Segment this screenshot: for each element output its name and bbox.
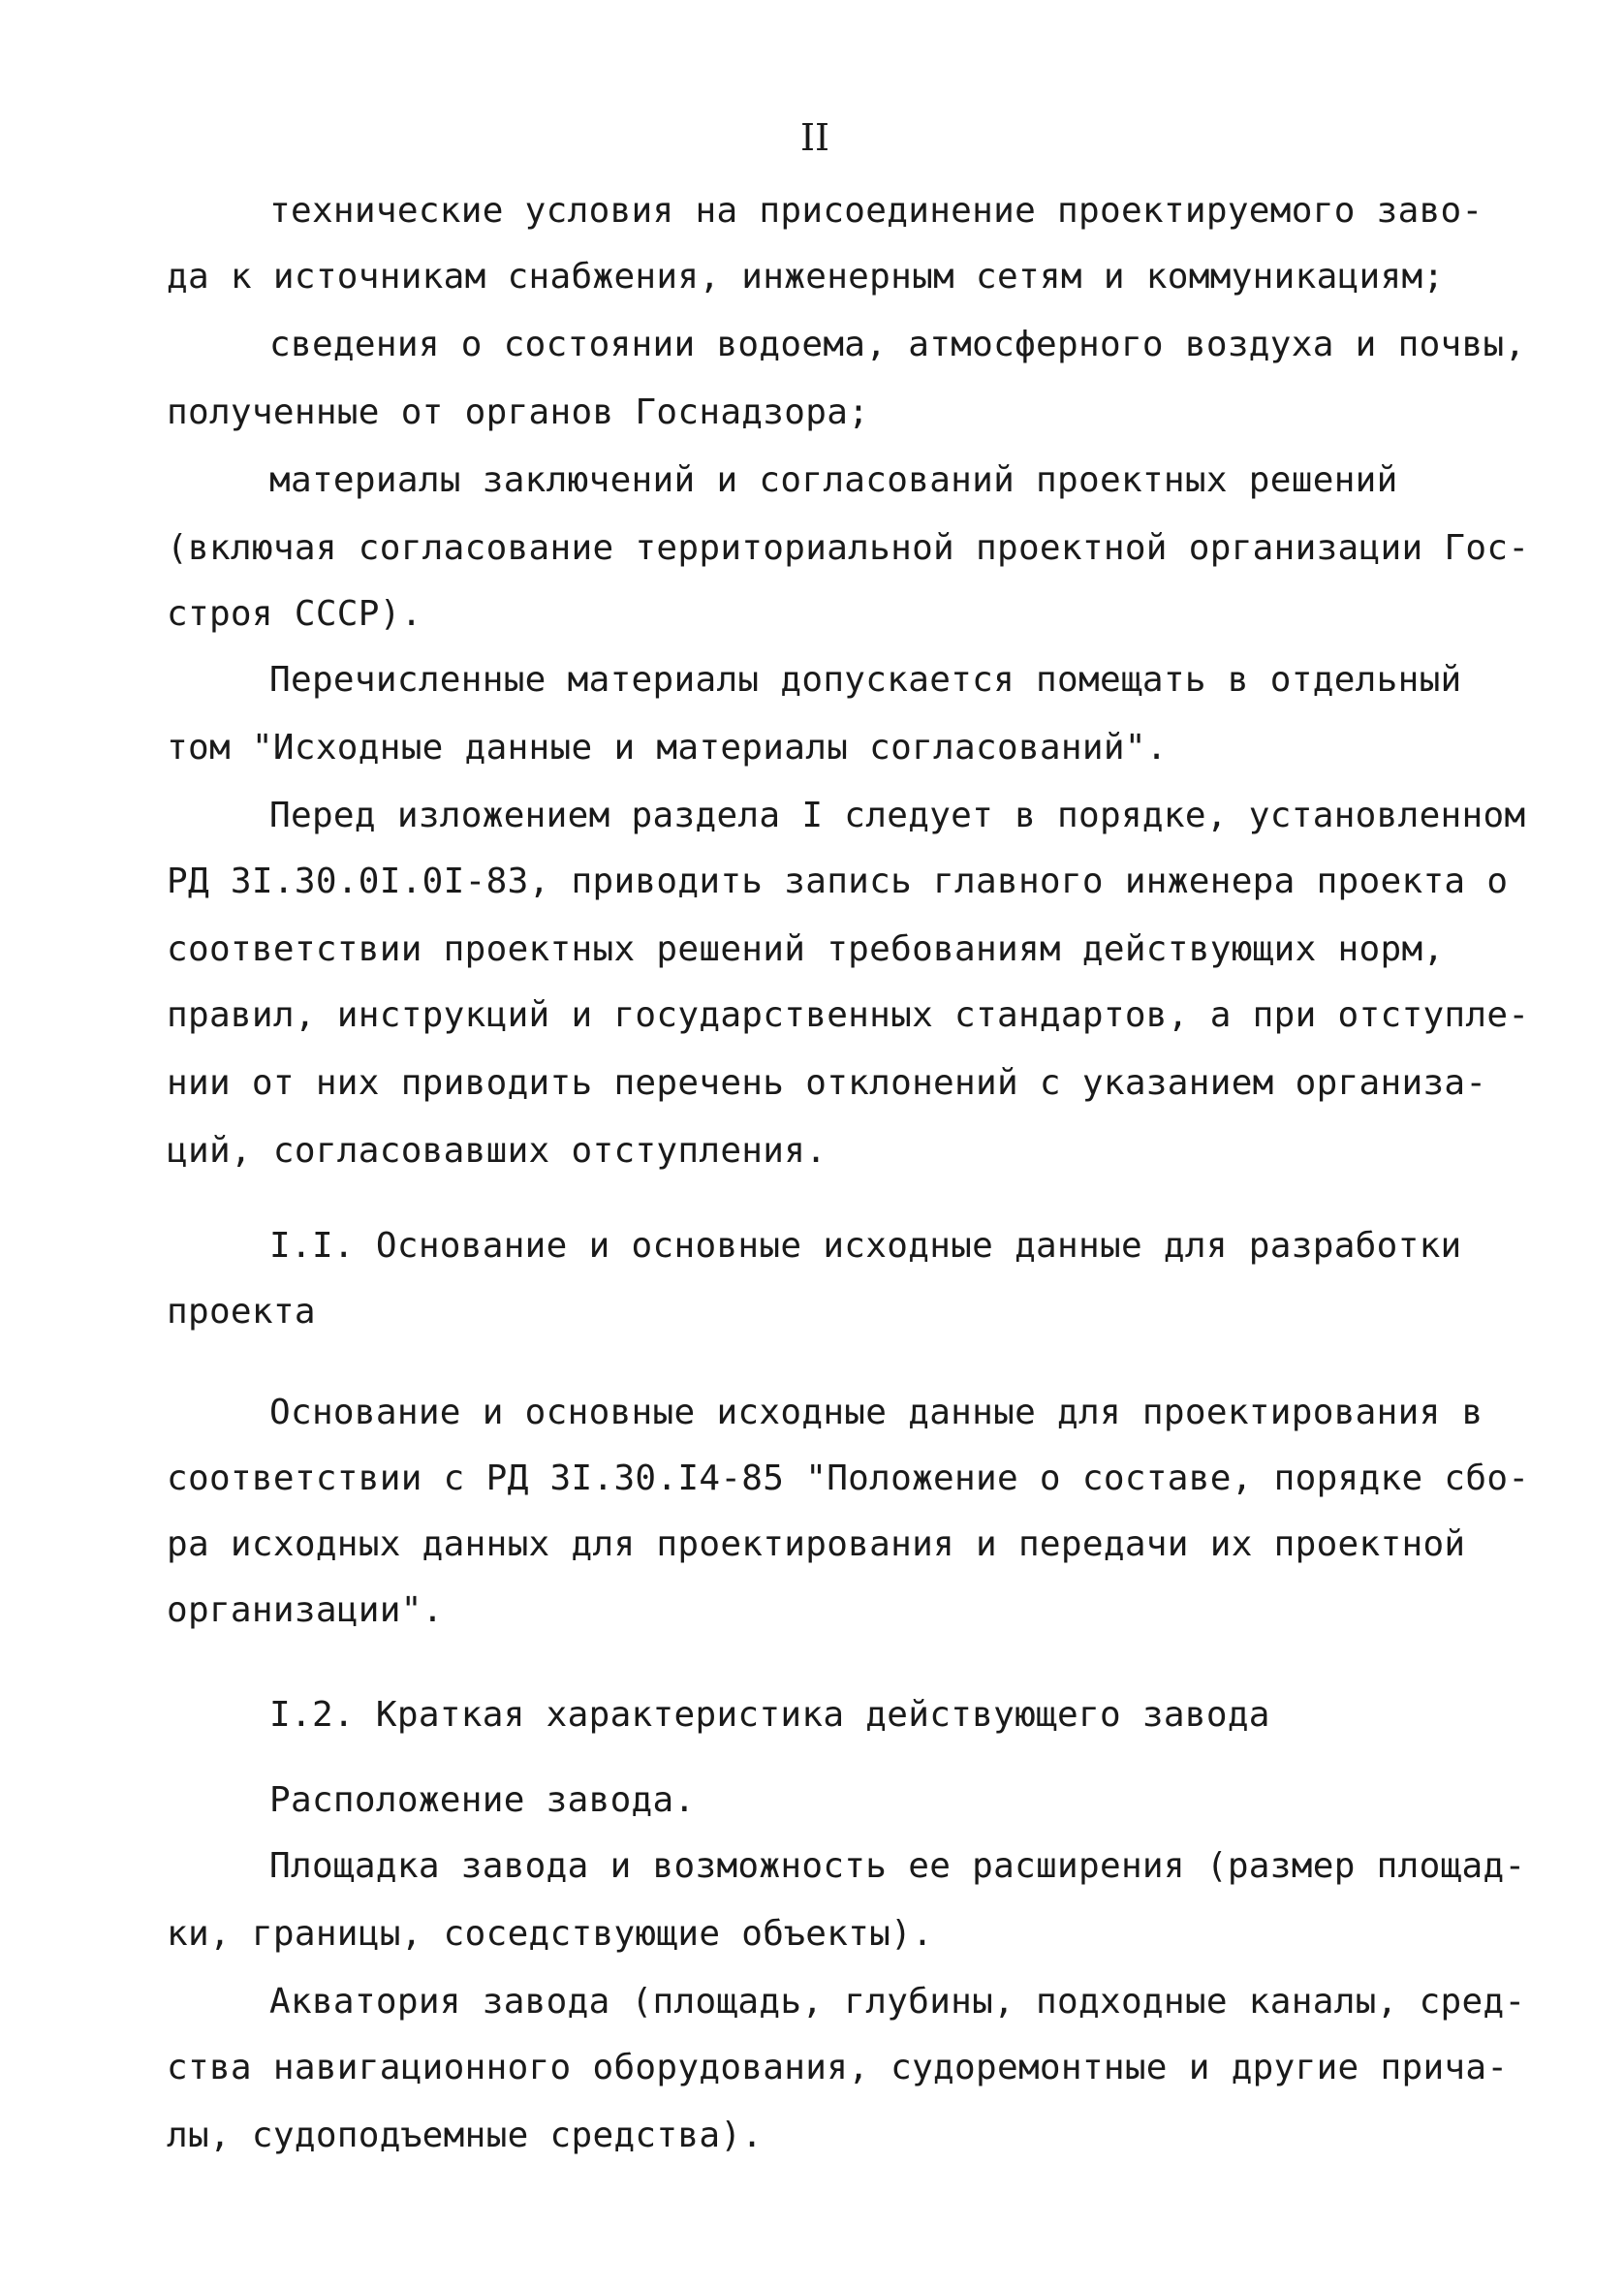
text-line: ра исходных данных для проектирования и передачи их проектной <box>167 1524 1466 1564</box>
text-line: ций, согласовавших отступления. <box>167 1131 828 1171</box>
section-heading-cont: проекта <box>167 1292 316 1332</box>
text-line: материалы заключений и согласований проектных решений <box>269 460 1398 500</box>
text-line: да к источникам снабжения, инженерным сетям и коммуникациям; <box>167 257 1445 297</box>
text-line: строя СССР). <box>167 594 422 634</box>
section-heading: I.2. Краткая характеристика действующего завода <box>269 1695 1270 1735</box>
text-line: Перед изложением раздела I следует в порядке, установленном <box>269 796 1526 835</box>
text-line: лы, судоподъемные средства). <box>167 2116 764 2155</box>
text-line: том "Исходные данные и материалы согласований". <box>167 728 1168 768</box>
text-line: РД 3I.30.0I.0I-83, приводить запись главного инженера проекта о <box>167 862 1509 901</box>
text-line: Акватория завода (площадь, глубины, подходные каналы, сред- <box>269 1982 1526 2022</box>
text-line: соответствии проектных решений требованиям действующих норм, <box>167 929 1445 969</box>
text-line: полученные от органов Госнадзора; <box>167 392 870 432</box>
text-line: сведения о состоянии водоема, атмосферного воздуха и почвы, <box>269 325 1526 364</box>
text-line: Площадка завода и возможность ее расширения (размер площад- <box>269 1846 1526 1886</box>
text-line: Перечисленные материалы допускается помещать в отдельный <box>269 660 1462 700</box>
text-line: нии от них приводить перечень отклонений с указанием организа- <box>167 1063 1487 1103</box>
text-line: соответствии с РД 3I.30.I4-85 "Положение о составе, порядке сбо- <box>167 1459 1530 1498</box>
section-heading: I.I. Основание и основные исходные данные для разработки <box>269 1226 1462 1266</box>
text-line: правил, инструкций и государственных стандартов, а при отступле- <box>167 995 1530 1035</box>
text-line: ки, границы, соседствующие объекты). <box>167 1914 934 1954</box>
text-line: технические условия на присоединение проектируемого заво- <box>269 191 1483 231</box>
text-line: Основание и основные исходные данные для проектирования в <box>269 1393 1483 1432</box>
text-line: (включая согласование территориальной проектной организации Гос- <box>167 528 1530 568</box>
page-number: II <box>800 116 830 159</box>
text-line: ства навигационного оборудования, судоремонтные и другие прича- <box>167 2048 1509 2087</box>
text-line: организации". <box>167 1590 444 1630</box>
text-line: Расположение завода. <box>269 1780 696 1820</box>
